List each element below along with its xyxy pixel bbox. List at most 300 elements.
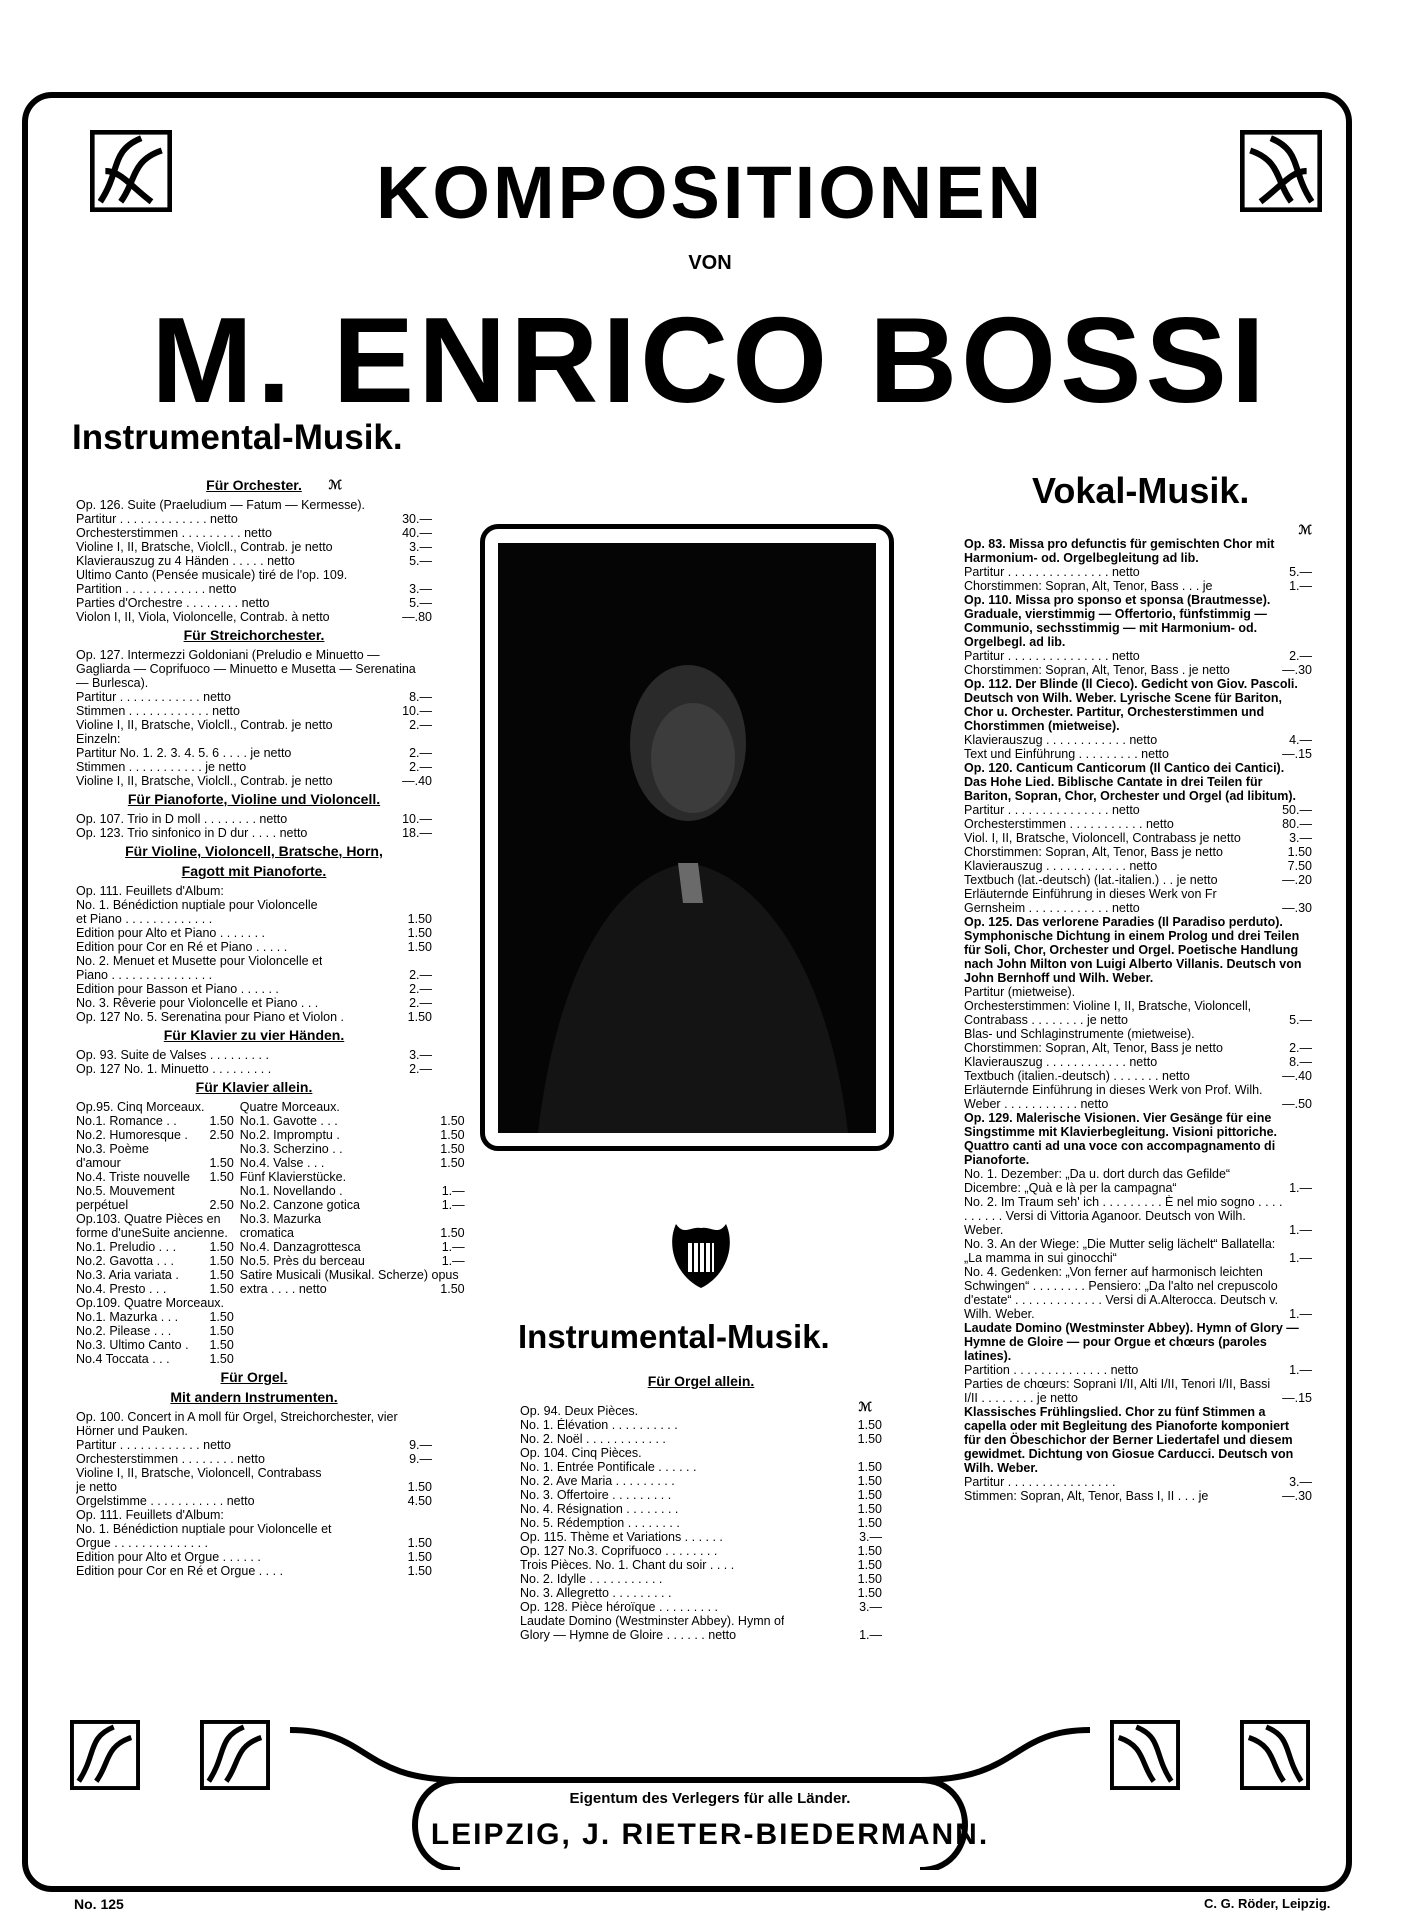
item-title: Op. 127 No.3. Coprifuoco . . . . . . . . bbox=[520, 1544, 718, 1558]
list-item bbox=[76, 1480, 432, 1494]
list-item bbox=[76, 1494, 432, 1508]
floral-ornament-icon bbox=[1240, 1720, 1310, 1790]
item-title: Edition pour Cor en Ré et Orgue . . . . bbox=[76, 1564, 284, 1578]
item-title: Partitur . . . . . . . . . . . . . netto bbox=[76, 512, 238, 526]
lyre-icon bbox=[666, 1216, 736, 1292]
item-title: No.2. Gavotta . . . bbox=[76, 1254, 174, 1268]
item-price: 1.— bbox=[1289, 1363, 1312, 1377]
item-title: Edition pour Basson et Piano . . . . . . bbox=[76, 982, 279, 996]
list-item bbox=[964, 1475, 1312, 1489]
list-item bbox=[76, 1062, 432, 1076]
item-price: 1.— bbox=[859, 1628, 882, 1642]
item-title: Klavierauszug zu 4 Händen . . . . . netto bbox=[76, 554, 295, 568]
item-title: Textbuch (lat.-deutsch) (lat.-italien.) . . je netto bbox=[964, 873, 1218, 887]
item-price: 1.50 bbox=[857, 1558, 882, 1572]
list-item bbox=[76, 826, 432, 840]
item-price: 1.50 bbox=[407, 1564, 432, 1578]
item-price: —.80 bbox=[402, 610, 432, 624]
item-title: No. 3. Offertoire . . . . . . . . . bbox=[520, 1488, 672, 1502]
item-title: Glory — Hymne de Gloire . . . . . . netto bbox=[520, 1628, 737, 1642]
item-price: 3.— bbox=[859, 1530, 882, 1544]
item-price: 3.— bbox=[409, 582, 432, 596]
item-title: No. 1. Bénédiction nuptiale pour Violoncelle et bbox=[76, 1522, 332, 1536]
item-price bbox=[426, 568, 432, 582]
list-item bbox=[76, 812, 432, 826]
item-title: Partitur . . . . . . . . . . . . netto bbox=[76, 690, 231, 704]
list-item bbox=[240, 1100, 465, 1114]
vierhand-list bbox=[76, 1048, 432, 1076]
item-title: Edition pour Alto et Piano . . . . . . . bbox=[76, 926, 265, 940]
list-item bbox=[964, 593, 1312, 649]
item-title: No. 4. Résignation . . . . . . . . bbox=[520, 1502, 679, 1516]
list-item bbox=[240, 1142, 465, 1156]
item-title: Erläuternde Einführung in dieses Werk von Prof. Wilh. Weber . . . . . . . . . . . netto bbox=[964, 1083, 1263, 1111]
list-item bbox=[76, 1142, 234, 1156]
item-title: No.4. Danzagrottesca bbox=[239, 1240, 361, 1254]
list-item bbox=[964, 1083, 1312, 1111]
list-item bbox=[240, 1128, 465, 1142]
item-price bbox=[426, 898, 432, 912]
item-title: Op. 128. Pièce héroïque . . . . . . . . . bbox=[520, 1600, 719, 1614]
list-item bbox=[76, 1452, 432, 1466]
orgel-list bbox=[76, 1410, 432, 1578]
item-title: Partitur . . . . . . . . . . . . . . . netto bbox=[964, 565, 1140, 579]
list-item bbox=[964, 985, 1312, 999]
section-orgel-instr: Mit andern Instrumenten. bbox=[170, 1389, 338, 1405]
item-price: 3.— bbox=[1289, 831, 1312, 845]
item-title: Stimmen . . . . . . . . . . . . netto bbox=[76, 704, 240, 718]
list-item bbox=[76, 1522, 432, 1536]
item-price: —.50 bbox=[1282, 1097, 1312, 1111]
item-title: Op. 115. Thème et Variations . . . . . . bbox=[520, 1530, 723, 1544]
list-item bbox=[76, 732, 432, 746]
list-item bbox=[964, 1195, 1312, 1237]
list-item bbox=[76, 526, 432, 540]
list-item bbox=[964, 1111, 1312, 1167]
list-item bbox=[76, 1296, 234, 1310]
item-title: No.4. Valse . . . bbox=[239, 1156, 325, 1170]
item-price: 1.50 bbox=[209, 1352, 234, 1366]
item-title: No.3. Ultimo Canto . bbox=[76, 1338, 189, 1352]
currency-symbol: ℳ bbox=[1298, 523, 1312, 537]
section-klavier: Für Klavier allein. bbox=[195, 1079, 313, 1095]
list-item bbox=[76, 1156, 234, 1170]
item-title: No.5. Près du berceau bbox=[239, 1254, 365, 1268]
floral-ornament-icon bbox=[200, 1720, 270, 1790]
item-title: Edition pour Alto et Orgue . . . . . . bbox=[76, 1550, 261, 1564]
item-title: Op. 94. Deux Pièces. bbox=[520, 1404, 639, 1418]
item-price: 7.50 bbox=[1287, 859, 1312, 873]
item-price: 4.50 bbox=[407, 1494, 432, 1508]
section-vierhand: Für Klavier zu vier Händen. bbox=[163, 1027, 345, 1043]
item-price bbox=[876, 1446, 882, 1460]
item-title: No. 1. Entrée Pontificale . . . . . . bbox=[520, 1460, 697, 1474]
item-price: 1.50 bbox=[857, 1586, 882, 1600]
list-item bbox=[76, 996, 432, 1010]
list-item bbox=[240, 1198, 465, 1212]
item-title: No. 1. Bénédiction nuptiale pour Violoncelle bbox=[76, 898, 318, 912]
item-price bbox=[876, 1614, 882, 1628]
item-title: Orchesterstimmen: Violine I, II, Bratsche, Violoncell, Contrabass . . . . . . . . je netto bbox=[964, 999, 1252, 1027]
list-item bbox=[76, 898, 432, 912]
item-title: Op. 111. Feuillets d'Album: bbox=[76, 1508, 224, 1522]
item-title: No.4 Toccata . . . bbox=[76, 1352, 170, 1366]
list-item bbox=[76, 704, 432, 718]
item-title: Partition . . . . . . . . . . . . . . netto bbox=[964, 1363, 1139, 1377]
item-price: 50.— bbox=[1282, 803, 1312, 817]
vokal-heading: Vokal-Musik. bbox=[1032, 470, 1250, 511]
item-price: 1.50 bbox=[209, 1282, 234, 1296]
item-price bbox=[459, 1212, 465, 1226]
list-item bbox=[76, 610, 432, 624]
middle-catalog bbox=[520, 1370, 882, 1642]
section-fagott: Fagott mit Pianoforte. bbox=[181, 863, 327, 879]
item-title: Chorstimmen: Sopran, Alt, Tenor, Bass . . . je bbox=[964, 579, 1213, 593]
item-price: 1.50 bbox=[209, 1156, 234, 1170]
item-price: 1.50 bbox=[857, 1418, 882, 1432]
instrumental-heading: Instrumental-Musik. bbox=[72, 418, 403, 457]
item-price: —.20 bbox=[1282, 873, 1312, 887]
item-title: Violine I, II, Bratsche, Violcll., Contrab. je netto bbox=[76, 718, 333, 732]
streich-list bbox=[76, 648, 432, 788]
item-price: 1.50 bbox=[209, 1324, 234, 1338]
list-item bbox=[76, 746, 432, 760]
item-title: No. 1. Élévation . . . . . . . . . . bbox=[520, 1418, 678, 1432]
item-price: 1.50 bbox=[440, 1128, 465, 1142]
item-price bbox=[228, 1296, 234, 1310]
item-price: 18.— bbox=[402, 826, 432, 840]
list-item bbox=[76, 1114, 234, 1128]
item-price: 1.50 bbox=[209, 1338, 234, 1352]
item-title: Violine I, II, Bratsche, Violcll., Contrab. je netto bbox=[76, 774, 333, 788]
list-item bbox=[240, 1184, 465, 1198]
section-orgel-allein: Für Orgel allein. bbox=[647, 1373, 755, 1389]
list-item bbox=[76, 912, 432, 926]
list-item bbox=[964, 663, 1312, 677]
item-price: 1.50 bbox=[857, 1460, 882, 1474]
list-item bbox=[76, 1198, 234, 1212]
section-streich: Für Streichorchester. bbox=[183, 627, 325, 643]
item-title: Op. 111. Feuillets d'Album: bbox=[76, 884, 224, 898]
item-title: Op. 107. Trio in D moll . . . . . . . . netto bbox=[76, 812, 288, 826]
floral-ornament-icon bbox=[1110, 1720, 1180, 1790]
item-title: Partitur . . . . . . . . . . . . . . . . bbox=[964, 1475, 1116, 1489]
item-price: —.15 bbox=[1282, 747, 1312, 761]
item-price: 2.— bbox=[1289, 1041, 1312, 1055]
list-item bbox=[76, 1212, 234, 1226]
section-violine: Für Violine, Violoncell, Bratsche, Horn, bbox=[125, 843, 383, 859]
item-title: Orgelstimme . . . . . . . . . . . netto bbox=[76, 1494, 255, 1508]
orgel-allein-list bbox=[520, 1404, 882, 1642]
item-price: 1.50 bbox=[407, 1010, 432, 1024]
item-price bbox=[876, 1404, 882, 1418]
vokal-list bbox=[964, 537, 1312, 1503]
list-item bbox=[964, 761, 1312, 803]
list-item bbox=[964, 733, 1312, 747]
item-price bbox=[228, 1212, 234, 1226]
item-price: 2.— bbox=[409, 718, 432, 732]
item-title: Satire Musicali (Musikal. Scherze) opus bbox=[239, 1268, 459, 1282]
item-price: —.30 bbox=[1282, 901, 1312, 915]
item-price bbox=[228, 1142, 234, 1156]
right-catalog bbox=[964, 523, 1312, 1503]
item-title: No.1. Gavotte . . . bbox=[239, 1114, 338, 1128]
list-item bbox=[964, 1069, 1312, 1083]
item-title: Op. 112. Der Blinde (Il Cieco). Gedicht von Giov. Pascoli. Deutsch von Wilh. Weber. Lyrische Scene für Bariton, Chor u. Orchester. Partitur, Orchesterstimmen und Chorstimmen (mietweise). bbox=[964, 677, 1298, 733]
item-price bbox=[426, 954, 432, 968]
item-price bbox=[228, 1100, 234, 1114]
list-item bbox=[76, 690, 432, 704]
item-title: No.2. Impromptu . bbox=[239, 1128, 340, 1142]
rights-notice: Eigentum des Verlegers für alle Länder. bbox=[569, 1790, 851, 1807]
item-price: 1.50 bbox=[857, 1544, 882, 1558]
item-price: 1.— bbox=[1289, 1307, 1312, 1321]
list-item bbox=[76, 1466, 432, 1480]
item-title: Klavierauszug . . . . . . . . . . . . netto bbox=[964, 733, 1158, 747]
item-title: No.5. Mouvement bbox=[76, 1184, 175, 1198]
list-item bbox=[964, 831, 1312, 845]
klavier-grid bbox=[76, 1100, 465, 1366]
list-item bbox=[76, 1310, 234, 1324]
item-price: 40.— bbox=[402, 526, 432, 540]
list-item bbox=[964, 1405, 1312, 1475]
list-item bbox=[76, 1564, 432, 1578]
list-item bbox=[520, 1474, 882, 1488]
item-title: No.1. Mazurka . . . bbox=[76, 1310, 179, 1324]
list-item bbox=[520, 1628, 882, 1642]
item-price: 2.— bbox=[409, 968, 432, 982]
item-price: —.40 bbox=[1282, 1069, 1312, 1083]
item-title: Op. 125. Das verlorene Paradies (Il Paradiso perduto). Symphonische Dichtung in einem Prolog und drei Teilen für Soli, Chor, Orchester und Orgel. Poetische Handlung nach John Milton von Luigi Alberto Villanis. Deutsch von John Bernhoff und Wilh. Weber. bbox=[964, 915, 1302, 985]
klavier-col-a bbox=[76, 1100, 234, 1366]
list-item bbox=[520, 1544, 882, 1558]
item-title: Op. 127. Intermezzi Goldoniani (Preludio e Minuetto — Gagliarda — Coprifuoco — Minuetto e Musetta — Serenatina — Burlesca). bbox=[76, 648, 416, 690]
section-orgel: Für Orgel. bbox=[220, 1369, 288, 1385]
list-item bbox=[240, 1254, 465, 1268]
list-item bbox=[76, 1536, 432, 1550]
item-title: cromatica bbox=[239, 1226, 294, 1240]
item-title: Op.109. Quatre Morceaux. bbox=[76, 1296, 224, 1310]
list-item bbox=[964, 845, 1312, 859]
item-price bbox=[459, 1170, 465, 1184]
list-item bbox=[964, 677, 1312, 733]
list-item bbox=[240, 1114, 465, 1128]
item-title: Op. 123. Trio sinfonico in D dur . . . . netto bbox=[76, 826, 308, 840]
item-title: Fünf Klavierstücke. bbox=[239, 1170, 347, 1184]
item-title: No. 3. Allegretto . . . . . . . . . bbox=[520, 1586, 672, 1600]
section-orchester: Für Orchester. bbox=[206, 477, 302, 493]
item-price: 1.— bbox=[441, 1184, 465, 1198]
item-title: forme d'uneSuite ancienne. bbox=[76, 1226, 228, 1240]
list-item bbox=[520, 1600, 882, 1614]
trio-list bbox=[76, 812, 432, 840]
item-price: 3.— bbox=[859, 1600, 882, 1614]
list-item bbox=[76, 1226, 234, 1240]
list-item bbox=[76, 540, 432, 554]
list-item bbox=[964, 873, 1312, 887]
list-item bbox=[76, 1338, 234, 1352]
item-price: 80.— bbox=[1282, 817, 1312, 831]
list-item bbox=[520, 1502, 882, 1516]
item-price: 30.— bbox=[402, 512, 432, 526]
item-price: 10.— bbox=[402, 704, 432, 718]
item-title: No.1. Romance . . bbox=[76, 1114, 177, 1128]
item-price: 8.— bbox=[409, 690, 432, 704]
item-title: Edition pour Cor en Ré et Piano . . . . . bbox=[76, 940, 288, 954]
item-title: Parties de chœurs: Soprani I/II, Alti I/II, Tenori I/II, Bassi I/II . . . . . . . . je netto bbox=[964, 1377, 1271, 1405]
item-title: No.3. Mazurka bbox=[239, 1212, 322, 1226]
item-title: Einzeln: bbox=[76, 732, 121, 746]
list-item bbox=[76, 1324, 234, 1338]
item-price bbox=[228, 1226, 234, 1240]
list-item bbox=[520, 1488, 882, 1502]
item-price: 5.— bbox=[409, 554, 432, 568]
item-title: No.4. Triste nouvelle bbox=[76, 1170, 190, 1184]
item-price bbox=[426, 498, 432, 512]
item-price: 2.— bbox=[409, 760, 432, 774]
list-item bbox=[240, 1170, 465, 1184]
von-label: VON bbox=[688, 252, 732, 274]
list-item bbox=[76, 1254, 234, 1268]
item-price: 2.— bbox=[409, 996, 432, 1010]
item-title: Op. 127 No. 5. Serenatina pour Piano et Violon . bbox=[76, 1010, 345, 1024]
item-title: d'amour bbox=[76, 1156, 121, 1170]
item-price: 1.50 bbox=[440, 1114, 465, 1128]
list-item bbox=[76, 1508, 432, 1522]
item-price: 1.50 bbox=[209, 1114, 234, 1128]
item-price: 1.50 bbox=[440, 1226, 465, 1240]
list-item bbox=[76, 1352, 234, 1366]
item-price: 8.— bbox=[1289, 1055, 1312, 1069]
list-item bbox=[76, 1100, 234, 1114]
item-title: Partition . . . . . . . . . . . . netto bbox=[76, 582, 237, 596]
list-item bbox=[76, 968, 432, 982]
item-price: 1.50 bbox=[209, 1170, 234, 1184]
list-item bbox=[76, 1268, 234, 1282]
item-price: 1.50 bbox=[407, 940, 432, 954]
middle-heading: Instrumental-Musik. bbox=[518, 1318, 830, 1355]
item-title: Op. 100. Concert in A moll für Orgel, Streichorchester, vier Hörner und Pauken. bbox=[76, 1410, 398, 1438]
list-item bbox=[76, 1410, 432, 1438]
list-item bbox=[964, 1167, 1312, 1195]
item-title: Stimmen: Sopran, Alt, Tenor, Bass I, II . . . je bbox=[964, 1489, 1209, 1503]
item-price: 1.50 bbox=[440, 1142, 465, 1156]
item-title: Violine I, II, Bratsche, Violcll., Contrab. je netto bbox=[76, 540, 333, 554]
list-item bbox=[76, 1128, 234, 1142]
list-item bbox=[76, 648, 432, 690]
list-item bbox=[520, 1446, 882, 1460]
list-item bbox=[520, 1418, 882, 1432]
list-item bbox=[964, 859, 1312, 873]
list-item bbox=[964, 1363, 1312, 1377]
list-item bbox=[76, 512, 432, 526]
item-title: No.2. Pilease . . . bbox=[76, 1324, 172, 1338]
item-title: No. 2. Menuet et Musette pour Violoncelle et bbox=[76, 954, 323, 968]
item-title: Partitur (mietweise). bbox=[964, 985, 1076, 999]
list-item bbox=[964, 1055, 1312, 1069]
item-price: 5.— bbox=[1289, 1013, 1312, 1027]
list-item bbox=[76, 1184, 234, 1198]
item-title: Chorstimmen: Sopran, Alt, Tenor, Bass je netto bbox=[964, 845, 1223, 859]
item-price: —.30 bbox=[1282, 663, 1312, 677]
list-item bbox=[76, 954, 432, 968]
list-item bbox=[964, 579, 1312, 593]
item-title: Klavierauszug . . . . . . . . . . . . netto bbox=[964, 1055, 1158, 1069]
item-title: Op. 120. Canticum Canticorum (Il Cantico dei Cantici). Das Hohe Lied. Biblische Cantate in drei Teilen für Bariton, Sopran, Chor, Orchester und Orgel (ad libitum). bbox=[964, 761, 1296, 803]
list-item bbox=[76, 982, 432, 996]
list-item bbox=[964, 1027, 1312, 1041]
item-price: 2.— bbox=[1289, 649, 1312, 663]
list-item bbox=[76, 1282, 234, 1296]
item-price: 1.— bbox=[441, 1240, 465, 1254]
list-item bbox=[240, 1226, 465, 1240]
item-title: Orchesterstimmen . . . . . . . . netto bbox=[76, 1452, 265, 1466]
item-price: 1.— bbox=[441, 1198, 465, 1212]
item-title: Orchesterstimmen . . . . . . . . . . . netto bbox=[964, 817, 1174, 831]
item-title: Erläuternde Einführung in dieses Werk von Fr Gernsheim . . . . . . . . . . . . netto bbox=[964, 887, 1217, 915]
item-price: 5.— bbox=[409, 596, 432, 610]
printer-credit: C. G. Röder, Leipzig. bbox=[1204, 1896, 1331, 1911]
item-price: —.40 bbox=[402, 774, 432, 788]
item-title: Partitur No. 1. 2. 3. 4. 5. 6 . . . . je netto bbox=[76, 746, 292, 760]
item-title: Klavierauszug . . . . . . . . . . . . netto bbox=[964, 859, 1158, 873]
item-title: Viol. I, II, Bratsche, Violoncell, Contrabass je netto bbox=[964, 831, 1241, 845]
item-title: No.3. Poème bbox=[76, 1142, 149, 1156]
list-item bbox=[240, 1156, 465, 1170]
list-item bbox=[520, 1460, 882, 1474]
item-title: je netto bbox=[76, 1480, 118, 1494]
list-item bbox=[76, 582, 432, 596]
portrait-silhouette bbox=[498, 543, 876, 1133]
list-item bbox=[240, 1282, 465, 1296]
list-item bbox=[964, 537, 1312, 565]
item-title: et Piano . . . . . . . . . . . . . bbox=[76, 912, 213, 926]
item-title: Laudate Domino (Westminster Abbey). Hymn of bbox=[520, 1614, 785, 1628]
item-title: Op. 93. Suite de Valses . . . . . . . . . bbox=[76, 1048, 269, 1062]
item-price: 3.— bbox=[409, 1048, 432, 1062]
item-title: No. 2. Im Traum seh' ich . . . . . . . . . È nel mio sogno . . . . . . . . . . Versi di Vittoria Aganoor. Deutsch von Wilh. Weber. bbox=[964, 1195, 1283, 1237]
floral-ornament-icon bbox=[70, 1720, 140, 1790]
item-title: Op. 129. Malerische Visionen. Vier Gesänge für eine Singstimme mit Klavierbegleitung. Visioni pittoriche. Quattro canti ad una voce con accompagnamento di Pianoforte. bbox=[964, 1111, 1278, 1167]
composer-name: M. ENRICO BOSSI bbox=[151, 292, 1269, 428]
list-item bbox=[520, 1530, 882, 1544]
list-item bbox=[964, 565, 1312, 579]
list-item bbox=[76, 774, 432, 788]
item-title: No. 3. Rêverie pour Violoncelle et Piano . . . bbox=[76, 996, 319, 1010]
currency-symbol: ℳ bbox=[858, 1400, 872, 1414]
item-title: No.1. Novellando . bbox=[239, 1184, 343, 1198]
list-item bbox=[964, 803, 1312, 817]
list-item bbox=[964, 1265, 1312, 1321]
item-price: 1.50 bbox=[857, 1474, 882, 1488]
item-price: 3.— bbox=[409, 540, 432, 554]
item-price: 2.50 bbox=[209, 1198, 234, 1212]
list-item bbox=[76, 596, 432, 610]
list-item bbox=[964, 747, 1312, 761]
catalog-number: No. 125 bbox=[74, 1896, 124, 1912]
list-item bbox=[76, 1048, 432, 1062]
list-item bbox=[76, 926, 432, 940]
list-item bbox=[240, 1212, 465, 1226]
item-title: Op. 127 No. 1. Minuetto . . . . . . . . . bbox=[76, 1062, 272, 1076]
item-price: 1.50 bbox=[209, 1268, 234, 1282]
list-item bbox=[240, 1240, 465, 1254]
item-price: 1.50 bbox=[407, 1480, 432, 1494]
list-item bbox=[76, 1550, 432, 1564]
currency-symbol: ℳ bbox=[328, 478, 342, 492]
list-item bbox=[76, 718, 432, 732]
list-item bbox=[964, 649, 1312, 663]
